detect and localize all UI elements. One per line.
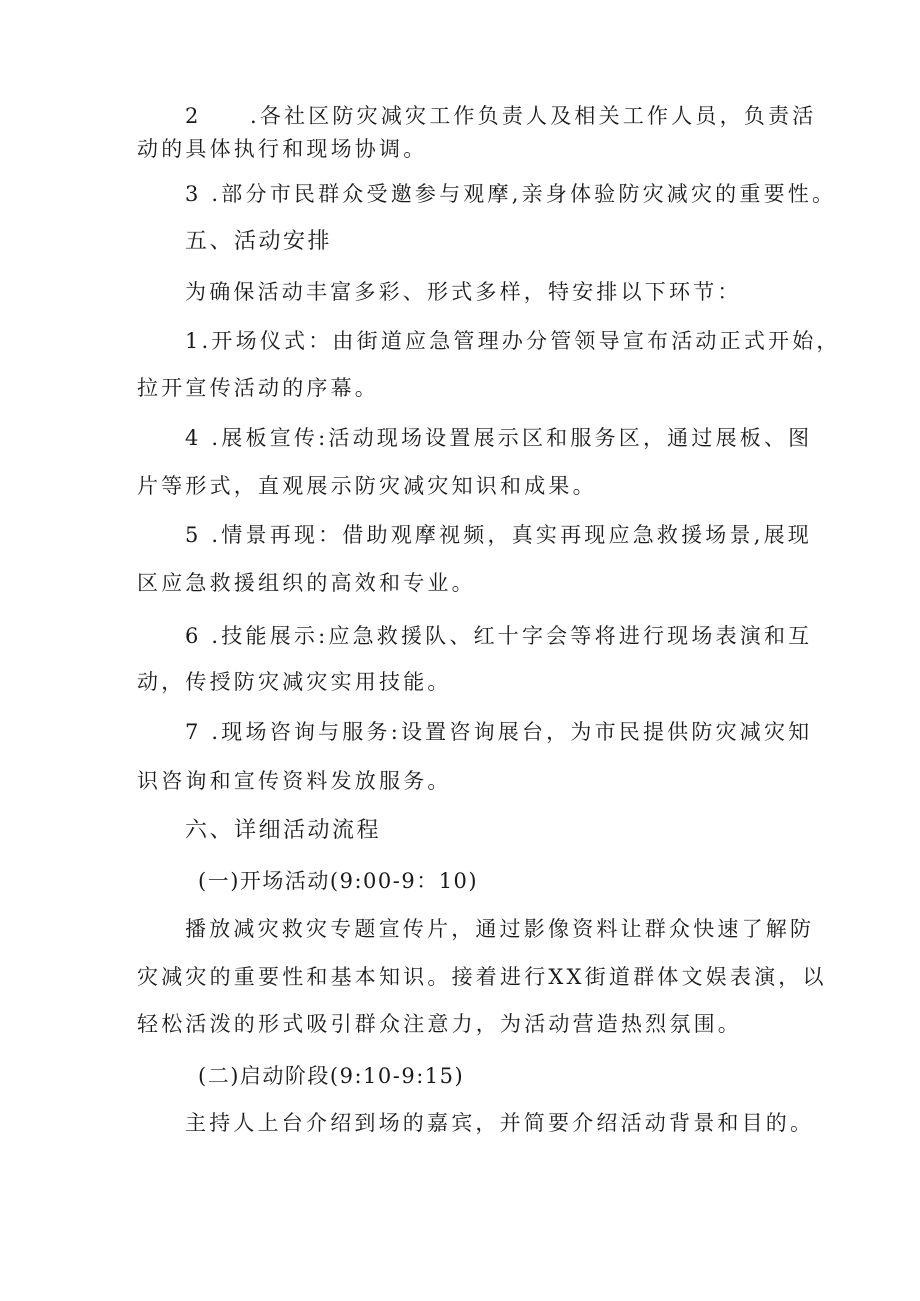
paragraph-line: 轻松活泼的形式吸引群众注意力，为活动营造热烈氛围。 — [137, 1012, 742, 1036]
paragraph-line: 动，传授防灾减灾实用技能。 — [137, 670, 452, 694]
paragraph-line: 识咨询和宣传资料发放服务。 — [137, 769, 452, 793]
subsection-heading: (二)启动阶段(9:10-9:15) — [198, 1064, 465, 1088]
section-heading: 六、详细活动流程 — [185, 818, 382, 843]
paragraph-line: 2 .各社区防灾减灾工作负责人及相关工作人员，负责活 — [185, 104, 817, 128]
paragraph-line: 1.开场仪式：由街道应急管理办分管领导宣布活动正式开始， — [185, 329, 841, 353]
paragraph-line: 动的具体执行和现场协调。 — [137, 137, 428, 161]
paragraph-line: 片等形式，直观展示防灾减灾知识和成果。 — [137, 474, 597, 498]
paragraph-line: 区应急救援组织的高效和专业。 — [137, 571, 476, 595]
section-heading: 五、活动安排 — [185, 229, 333, 254]
paragraph-line: 灾减灾的重要性和基本知识。接着进行XX街道群体文娱表演，以 — [137, 965, 827, 989]
paragraph-line: 7 .现场咨询与服务:设置咨询展台，为市民提供防灾减灾知 — [185, 720, 813, 744]
paragraph-line: 3 .部分市民群众受邀参与观摩,亲身体验防灾减灾的重要性。 — [185, 182, 837, 206]
paragraph-line: 主持人上台介绍到场的嘉宾，并简要介绍活动背景和目的。 — [185, 1111, 815, 1135]
paragraph-line: 拉开宣传活动的序幕。 — [137, 376, 379, 400]
paragraph-line: 播放减灾救灾专题宣传片，通过影像资料让群众快速了解防 — [185, 917, 815, 941]
paragraph-line: 4 .展板宣传:活动现场设置展示区和服务区，通过展板、图 — [185, 426, 813, 450]
paragraph-line: 5 .情景再现：借助观摩视频，真实再现应急救援场景,展现 — [185, 523, 812, 547]
paragraph-line: 为确保活动丰富多彩、形式多样，特安排以下环节： — [185, 280, 742, 304]
subsection-heading: (一)开场活动(9:00-9：10) — [198, 869, 479, 893]
paragraph-line: 6 .技能展示:应急救援队、红十字会等将进行现场表演和互 — [185, 624, 813, 648]
